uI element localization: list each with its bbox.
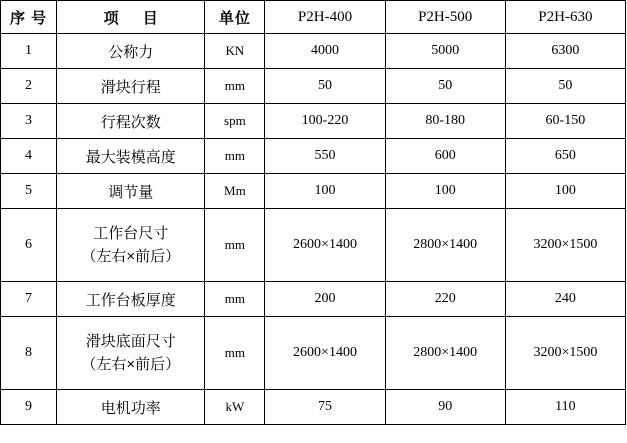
row-value-model-2: 90 <box>385 390 505 425</box>
table-row <box>1 34 626 69</box>
table-row <box>1 209 626 282</box>
row-number: 1 <box>1 34 57 69</box>
row-value-model-2: 80-180 <box>385 104 505 139</box>
row-number: 2 <box>1 69 57 104</box>
header-cell-model-2: P2H-500 <box>385 1 505 34</box>
row-value-model-1: 550 <box>265 139 385 174</box>
row-number: 3 <box>1 104 57 139</box>
row-value-model-3: 240 <box>505 282 625 317</box>
row-unit: spm <box>205 104 265 139</box>
header-cell-unit: 单位 <box>205 1 265 34</box>
row-item-name: 行程次数 <box>57 104 205 139</box>
row-number: 7 <box>1 282 57 317</box>
table-row <box>1 317 626 390</box>
row-value-model-3: 110 <box>505 390 625 425</box>
row-value-model-2: 220 <box>385 282 505 317</box>
table-row <box>1 104 626 139</box>
row-unit: kW <box>205 390 265 425</box>
row-item-name-line1: 工作台尺寸 <box>93 224 169 242</box>
header-cell-no: 序 号 <box>1 1 57 34</box>
row-unit: mm <box>205 209 265 282</box>
row-item-name-line2: （左右×前后） <box>81 248 181 265</box>
row-unit: mm <box>205 282 265 317</box>
row-number: 8 <box>1 317 57 390</box>
row-value-model-2: 100 <box>385 174 505 209</box>
row-value-model-1: 100-220 <box>265 104 385 139</box>
row-value-model-1: 2600×1400 <box>265 209 385 282</box>
table-row <box>1 69 626 104</box>
row-unit: mm <box>205 69 265 104</box>
row-number: 4 <box>1 139 57 174</box>
row-value-model-1: 75 <box>265 390 385 425</box>
header-cell-model-3: P2H-630 <box>505 1 625 34</box>
row-value-model-2: 50 <box>385 69 505 104</box>
row-value-model-2: 5000 <box>385 34 505 69</box>
table-header-row <box>1 1 626 34</box>
table-row <box>1 282 626 317</box>
row-value-model-2: 600 <box>385 139 505 174</box>
row-unit: mm <box>205 317 265 390</box>
row-item-name: 公称力 <box>57 34 205 69</box>
row-unit: mm <box>205 139 265 174</box>
row-number: 5 <box>1 174 57 209</box>
row-value-model-1: 100 <box>265 174 385 209</box>
table-body <box>1 34 626 425</box>
row-item-name-line2: （左右×前后） <box>81 356 181 373</box>
row-unit: Mm <box>205 174 265 209</box>
row-item-name: 工作台板厚度 <box>57 282 205 317</box>
row-value-model-2: 2800×1400 <box>385 209 505 282</box>
row-item-name: 电机功率 <box>57 390 205 425</box>
row-item-name <box>57 209 205 282</box>
row-value-model-3: 3200×1500 <box>505 209 625 282</box>
row-item-name: 调节量 <box>57 174 205 209</box>
row-value-model-3: 60-150 <box>505 104 625 139</box>
row-unit: KN <box>205 34 265 69</box>
row-value-model-3: 100 <box>505 174 625 209</box>
row-item-name: 滑块行程 <box>57 69 205 104</box>
header-cell-item: 项 目 <box>57 1 205 34</box>
row-value-model-3: 50 <box>505 69 625 104</box>
row-number: 9 <box>1 390 57 425</box>
row-value-model-3: 3200×1500 <box>505 317 625 390</box>
header-cell-model-1: P2H-400 <box>265 1 385 34</box>
row-value-model-3: 650 <box>505 139 625 174</box>
row-value-model-1: 50 <box>265 69 385 104</box>
row-item-name-line1: 滑块底面尺寸 <box>85 332 176 350</box>
row-item-name: 最大装模高度 <box>57 139 205 174</box>
row-value-model-1: 200 <box>265 282 385 317</box>
row-value-model-1: 4000 <box>265 34 385 69</box>
row-item-name <box>57 317 205 390</box>
row-value-model-1: 2600×1400 <box>265 317 385 390</box>
row-value-model-3: 6300 <box>505 34 625 69</box>
table-row <box>1 390 626 425</box>
table-row <box>1 139 626 174</box>
row-value-model-2: 2800×1400 <box>385 317 505 390</box>
table-row <box>1 174 626 209</box>
row-number: 6 <box>1 209 57 282</box>
